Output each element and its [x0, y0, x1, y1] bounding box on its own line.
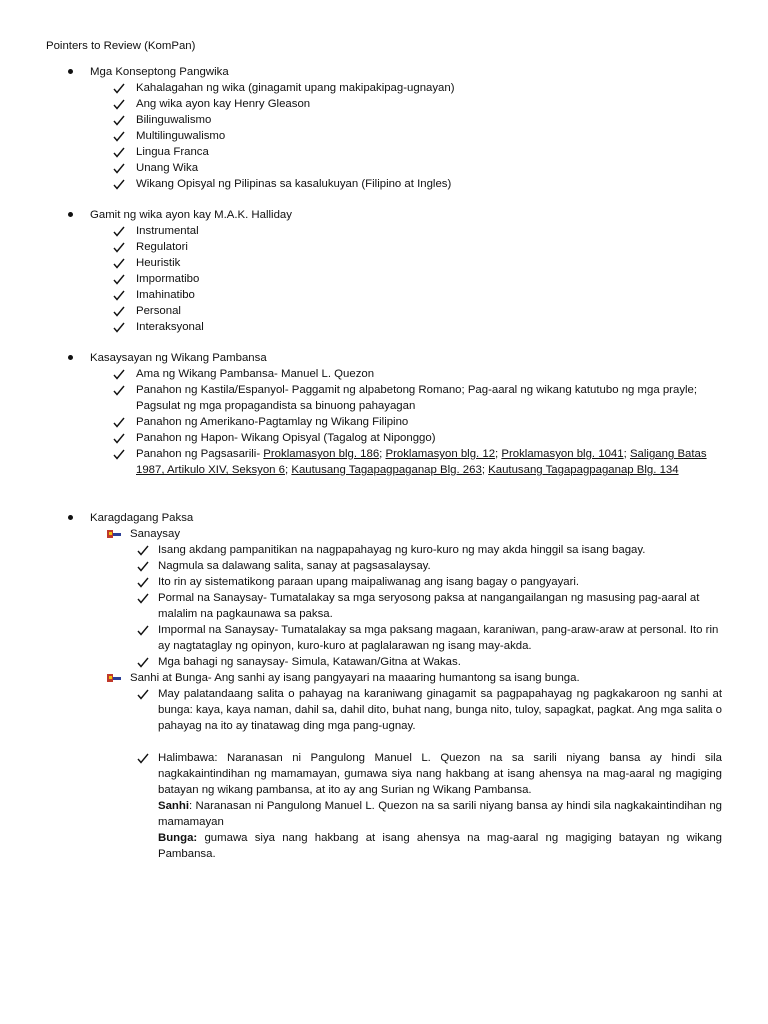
checkmark-icon — [112, 366, 126, 382]
item-text: Ito rin ay sistematikong paraan upang maipaliwanag ang isang bagay o pangyayari. — [158, 576, 580, 588]
reference-link: Proklamasyon blg. 186 — [263, 448, 380, 460]
pagsasarili-prefix: Panahon ng Pagsasarili- — [136, 448, 264, 460]
bullet-dot-icon — [68, 212, 73, 217]
checkmark-icon — [136, 750, 150, 766]
list-item — [0, 622, 768, 654]
item-text: Kahalagahan ng wika (ginagamit upang makipakipag-ugnayan) — [136, 82, 455, 94]
checkmark-icon — [112, 446, 126, 462]
checkmark-icon — [136, 622, 150, 638]
section-label: Karagdagang Paksa — [90, 512, 194, 524]
list-item — [0, 319, 768, 335]
item-text: Ama ng Wikang Pambansa- Manuel L. Quezon — [136, 368, 375, 380]
checkmark-icon — [112, 319, 126, 335]
bunga-label: Bunga: — [158, 832, 198, 844]
list-item — [0, 128, 768, 144]
reference-link: Kautusang Tagapagpaganap Blg. 263 — [291, 464, 482, 476]
list-item — [0, 382, 768, 414]
sub-item-label: Sanhi at Bunga- Ang sanhi ay isang pangyayari na maaaring humantong sa isang bunga. — [130, 672, 580, 684]
item-text: Nagmula sa dalawang salita, sanay at pagsasalaysay. — [158, 560, 431, 572]
list-item — [0, 160, 768, 176]
checkmark-icon — [112, 382, 126, 398]
item-text: Personal — [136, 305, 181, 317]
list-item — [0, 144, 768, 160]
check-list-gamit — [0, 223, 768, 335]
checkmark-icon — [136, 590, 150, 606]
checkmark-icon — [136, 558, 150, 574]
bullet-dot-icon — [68, 515, 73, 520]
section-konsepto — [0, 64, 768, 192]
bullet-dot-icon — [68, 355, 73, 360]
item-text: Interaksyonal — [136, 321, 204, 333]
item-text: Panahon ng Kastila/Espanyol- Paggamit ng alpabetong Romano; Pag-aaral ng wikang katutubo ng mga prayle; Pagsulat ng mga propagandista sa binuong pahayagan — [136, 384, 698, 412]
list-item — [0, 303, 768, 319]
checkmark-icon — [136, 542, 150, 558]
list-item — [0, 574, 768, 590]
item-text: Bilinguwalismo — [136, 114, 212, 126]
bullet-konsepto — [0, 64, 768, 80]
reference-link: Proklamasyon blg. 12 — [385, 448, 496, 460]
checkmark-icon — [112, 287, 126, 303]
bullet-gamit — [0, 207, 768, 223]
checkmark-icon — [112, 128, 126, 144]
checkmark-icon — [112, 239, 126, 255]
section-label: Gamit ng wika ayon kay M.A.K. Halliday — [90, 209, 292, 221]
checkmark-icon — [112, 255, 126, 271]
sanhi-label: Sanhi — [158, 800, 190, 812]
checkmark-icon — [112, 96, 126, 112]
section-gamit — [0, 207, 768, 335]
list-item-pagsasarili — [0, 446, 768, 478]
item-text: Imahinatibo — [136, 289, 195, 301]
item-text: Impormal na Sanaysay- Tumatalakay sa mga paksang magaan, karaniwan, pang-araw-araw at personal. Ito rin ay nagtataglay ng opinyon, kuro-kuro at paglalarawan ng isang may-akda. — [158, 624, 719, 652]
check-list-kasaysayan — [0, 366, 768, 446]
list-item-palatandaan — [0, 686, 768, 734]
item-text: Ang wika ayon kay Henry Gleason — [136, 98, 311, 110]
bullet-karagdagan — [0, 510, 768, 526]
item-text: May palatandaang salita o pahayag na karaniwang ginagamit sa pagpapahayag ng pagkakaroon ng sanhi at bunga: kaya, kaya naman, dahil sa, dahil dito, buhat nang, bunga nito, tuloy, sapagkat, pagkat. Ang mga salita o pahayag na ito ay tinatawag ding mga pang-ugnay. — [158, 688, 723, 732]
checkmark-icon — [112, 176, 126, 192]
list-item — [0, 654, 768, 670]
list-item — [0, 255, 768, 271]
page-title: Pointers to Review (KomPan) — [46, 40, 196, 52]
sub-item-sanaysay — [0, 526, 768, 542]
separator: ; — [285, 464, 292, 476]
section-kasaysayan — [0, 350, 768, 478]
list-item — [0, 287, 768, 303]
section-label: Kasaysayan ng Wikang Pambansa — [90, 352, 267, 364]
separator: ; — [623, 448, 630, 460]
list-item — [0, 239, 768, 255]
arrow-bullet-icon — [106, 672, 122, 684]
list-item — [0, 96, 768, 112]
reference-link: Saligang Batas 1987, Artikulo XIV, Seksyon 6 — [136, 448, 707, 476]
item-text: Unang Wika — [136, 162, 199, 174]
checkmark-icon — [136, 654, 150, 670]
bunga-text: gumawa siya nang hakbang at isang ahensya na mag-aaral ng magiging batayan ng wikang Pambansa. — [158, 832, 722, 860]
checkmark-icon — [112, 223, 126, 239]
check-list-sanaysay — [0, 542, 768, 670]
checkmark-icon — [136, 686, 150, 702]
list-item — [0, 414, 768, 430]
check-list-konsepto — [0, 80, 768, 192]
item-text: Heuristik — [136, 257, 181, 269]
arrow-bullet-icon — [106, 528, 122, 540]
checkmark-icon — [112, 112, 126, 128]
checkmark-icon — [112, 271, 126, 287]
item-text: Isang akdang pampanitikan na nagpapahayag ng kuro-kuro ng may akda hinggil sa isang bagay. — [158, 544, 646, 556]
sanhi-paragraph — [158, 798, 722, 830]
list-item — [0, 558, 768, 574]
sub-item-sanhi — [0, 670, 768, 686]
item-text: Lingua Franca — [136, 146, 209, 158]
halimbawa-text: Halimbawa: Naranasan ni Pangulong Manuel L. Quezon na sa sarili niyang bansa ay hindi sila nagkakaintindihan ng mamamayan, gumawa siya nang hakbang at isang ahensya na mag-aaral ng magiging batayan ng wikang pambansa, at ito ay ang Surian ng Wikang Pambansa. — [158, 752, 722, 796]
item-text: Pormal na Sanaysay- Tumatalakay sa mga seryosong paksa at nangangailangan ng masusing pag-aaral at malalim na pagkaunawa sa paksa. — [158, 592, 700, 620]
list-item — [0, 430, 768, 446]
item-text: Regulatori — [136, 241, 188, 253]
list-item — [0, 176, 768, 192]
item-text: Mga bahagi ng sanaysay- Simula, Katawan/Gitna at Wakas. — [158, 656, 461, 668]
list-item — [0, 80, 768, 96]
list-item — [0, 542, 768, 558]
section-karagdagan — [0, 510, 768, 862]
section-label: Mga Konseptong Pangwika — [90, 66, 229, 78]
item-text: Panahon ng Hapon- Wikang Opisyal (Tagalog at Niponggo) — [136, 432, 436, 444]
separator: ; — [379, 448, 386, 460]
list-item — [0, 223, 768, 239]
list-item — [0, 271, 768, 287]
item-text: Impormatibo — [136, 273, 200, 285]
list-item — [0, 590, 768, 622]
bullet-kasaysayan — [0, 350, 768, 366]
item-text: Multilinguwalismo — [136, 130, 226, 142]
list-item-halimbawa — [0, 750, 768, 862]
bunga-paragraph — [158, 830, 722, 862]
item-text: Wikang Opisyal ng Pilipinas sa kasalukuyan (Filipino at Ingles) — [136, 178, 452, 190]
reference-link: Kautusang Tagapagpaganap Blg. 134 — [488, 464, 679, 476]
bullet-dot-icon — [68, 69, 73, 74]
sanhi-text: : Naranasan ni Pangulong Manuel L. Quezon na sa sarili niyang bansa ay hindi sila nagkakaintindihan ng mamamayan — [158, 800, 722, 828]
item-text: Instrumental — [136, 225, 199, 237]
item-text: Panahon ng Amerikano-Pagtamlay ng Wikang Filipino — [136, 416, 409, 428]
list-item — [0, 112, 768, 128]
separator: ; — [481, 464, 489, 476]
list-item — [0, 366, 768, 382]
checkmark-icon — [112, 430, 126, 446]
checkmark-icon — [112, 144, 126, 160]
checkmark-icon — [112, 160, 126, 176]
checkmark-icon — [136, 574, 150, 590]
checkmark-icon — [112, 80, 126, 96]
checkmark-icon — [112, 303, 126, 319]
reference-link: Proklamasyon blg. 1041 — [501, 448, 624, 460]
checkmark-icon — [112, 414, 126, 430]
separator: ; — [495, 448, 502, 460]
sub-item-label: Sanaysay — [130, 528, 181, 540]
